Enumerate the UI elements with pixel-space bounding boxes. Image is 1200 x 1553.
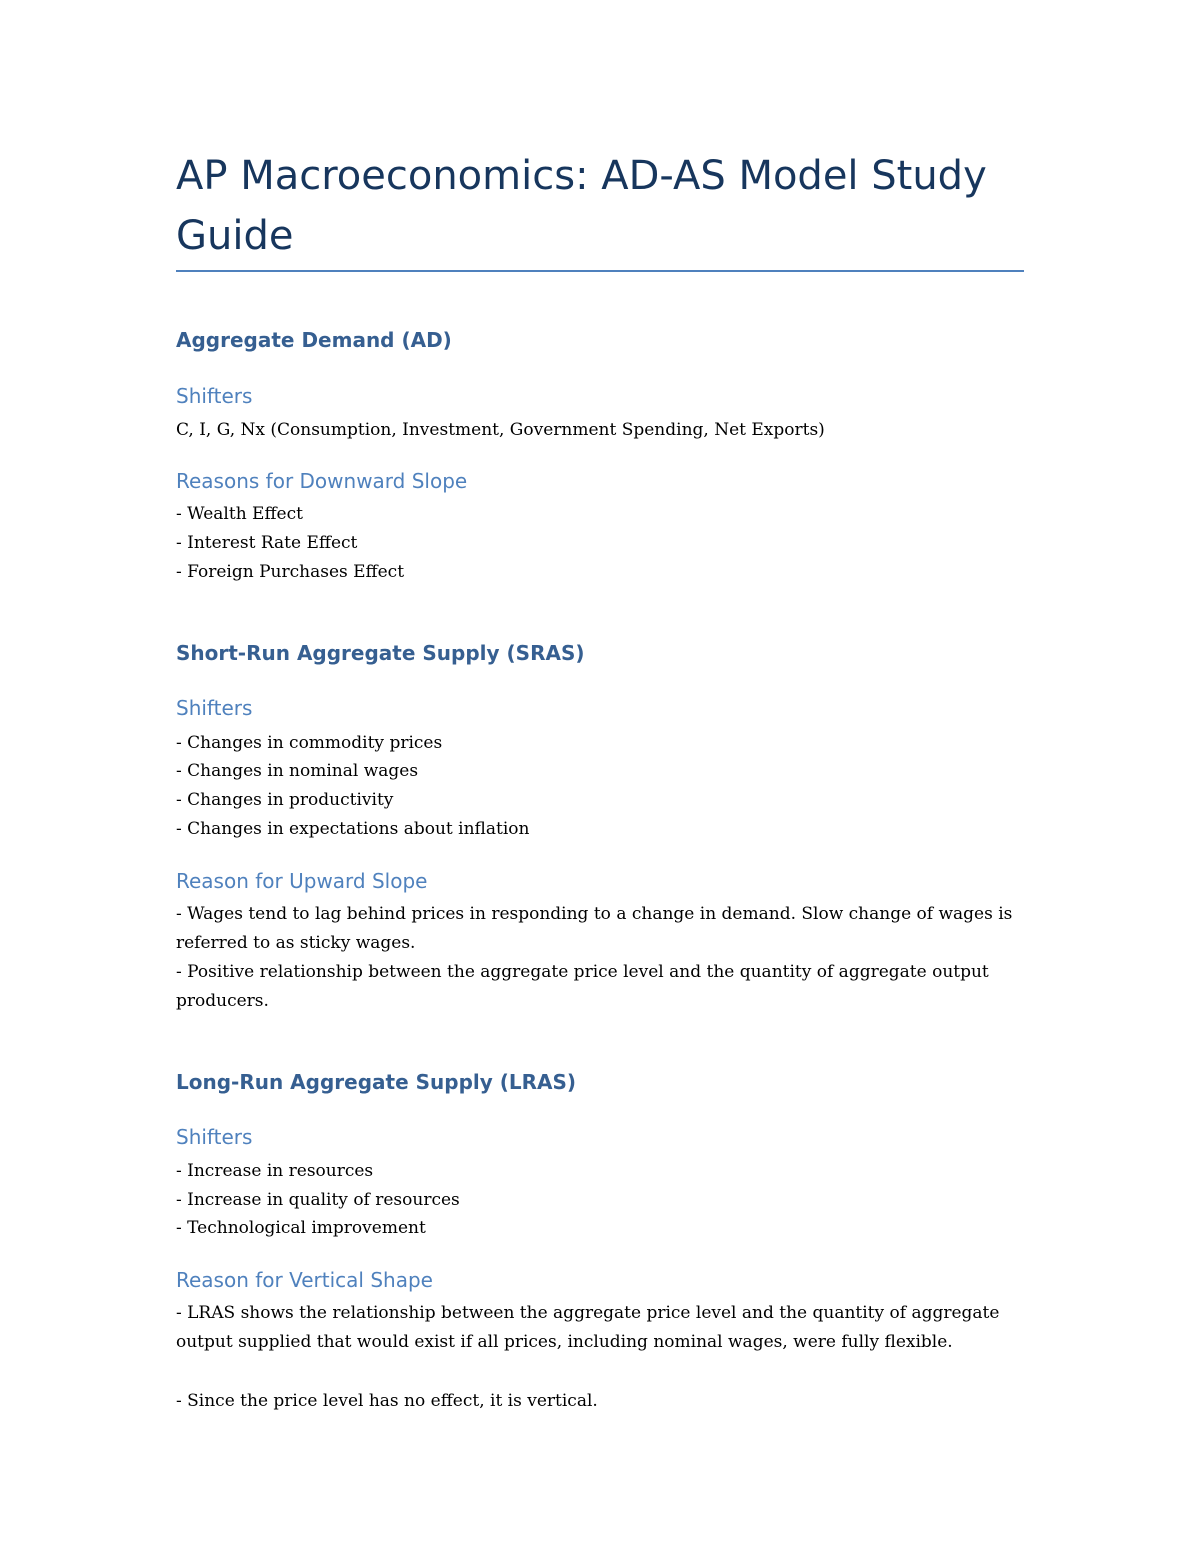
section-heading-lras: Long-Run Aggregate Supply (LRAS) — [176, 1070, 577, 1094]
ad-shifters-text: C, I, G, Nx (Consumption, Investment, Government Spending, Net Exports) — [176, 420, 825, 440]
section-heading-ad: Aggregate Demand (AD) — [176, 328, 452, 352]
list-item: - Wealth Effect — [176, 504, 303, 524]
section-heading-sras: Short-Run Aggregate Supply (SRAS) — [176, 641, 585, 665]
subheading-lras-shape: Reason for Vertical Shape — [176, 1268, 433, 1292]
subheading-lras-shifters: Shifters — [176, 1125, 253, 1149]
subheading-sras-shifters: Shifters — [176, 696, 253, 720]
list-item: - Changes in commodity prices — [176, 733, 443, 753]
subheading-ad-slope: Reasons for Downward Slope — [176, 469, 468, 493]
document-title: AP Macroeconomics: AD-AS Model Study Guide — [176, 153, 987, 259]
list-item: - Changes in productivity — [176, 790, 394, 810]
list-item: - Changes in nominal wages — [176, 761, 419, 781]
title-divider — [176, 270, 1024, 272]
list-item: - Interest Rate Effect — [176, 533, 358, 553]
subheading-sras-slope: Reason for Upward Slope — [176, 869, 428, 893]
paragraph: - LRAS shows the relationship between the aggregate price level and the quantity of aggregate output supplied that would exist if all prices, including nominal wages, were fully flexible. — [176, 1303, 1000, 1352]
paragraph: - Wages tend to lag behind prices in responding to a change in demand. Slow change of wages is referred to as sticky wages. — [176, 904, 1013, 953]
paragraph: - Since the price level has no effect, it is vertical. — [176, 1391, 598, 1411]
list-item: - Increase in resources — [176, 1161, 374, 1181]
paragraph: - Positive relationship between the aggregate price level and the quantity of aggregate output producers. — [176, 962, 989, 1011]
list-item: - Increase in quality of resources — [176, 1190, 460, 1210]
list-item: - Changes in expectations about inflation — [176, 819, 530, 839]
list-item: - Foreign Purchases Effect — [176, 562, 405, 582]
subheading-ad-shifters: Shifters — [176, 384, 253, 408]
list-item: - Technological improvement — [176, 1218, 426, 1238]
document-page — [176, 0, 1024, 1553]
